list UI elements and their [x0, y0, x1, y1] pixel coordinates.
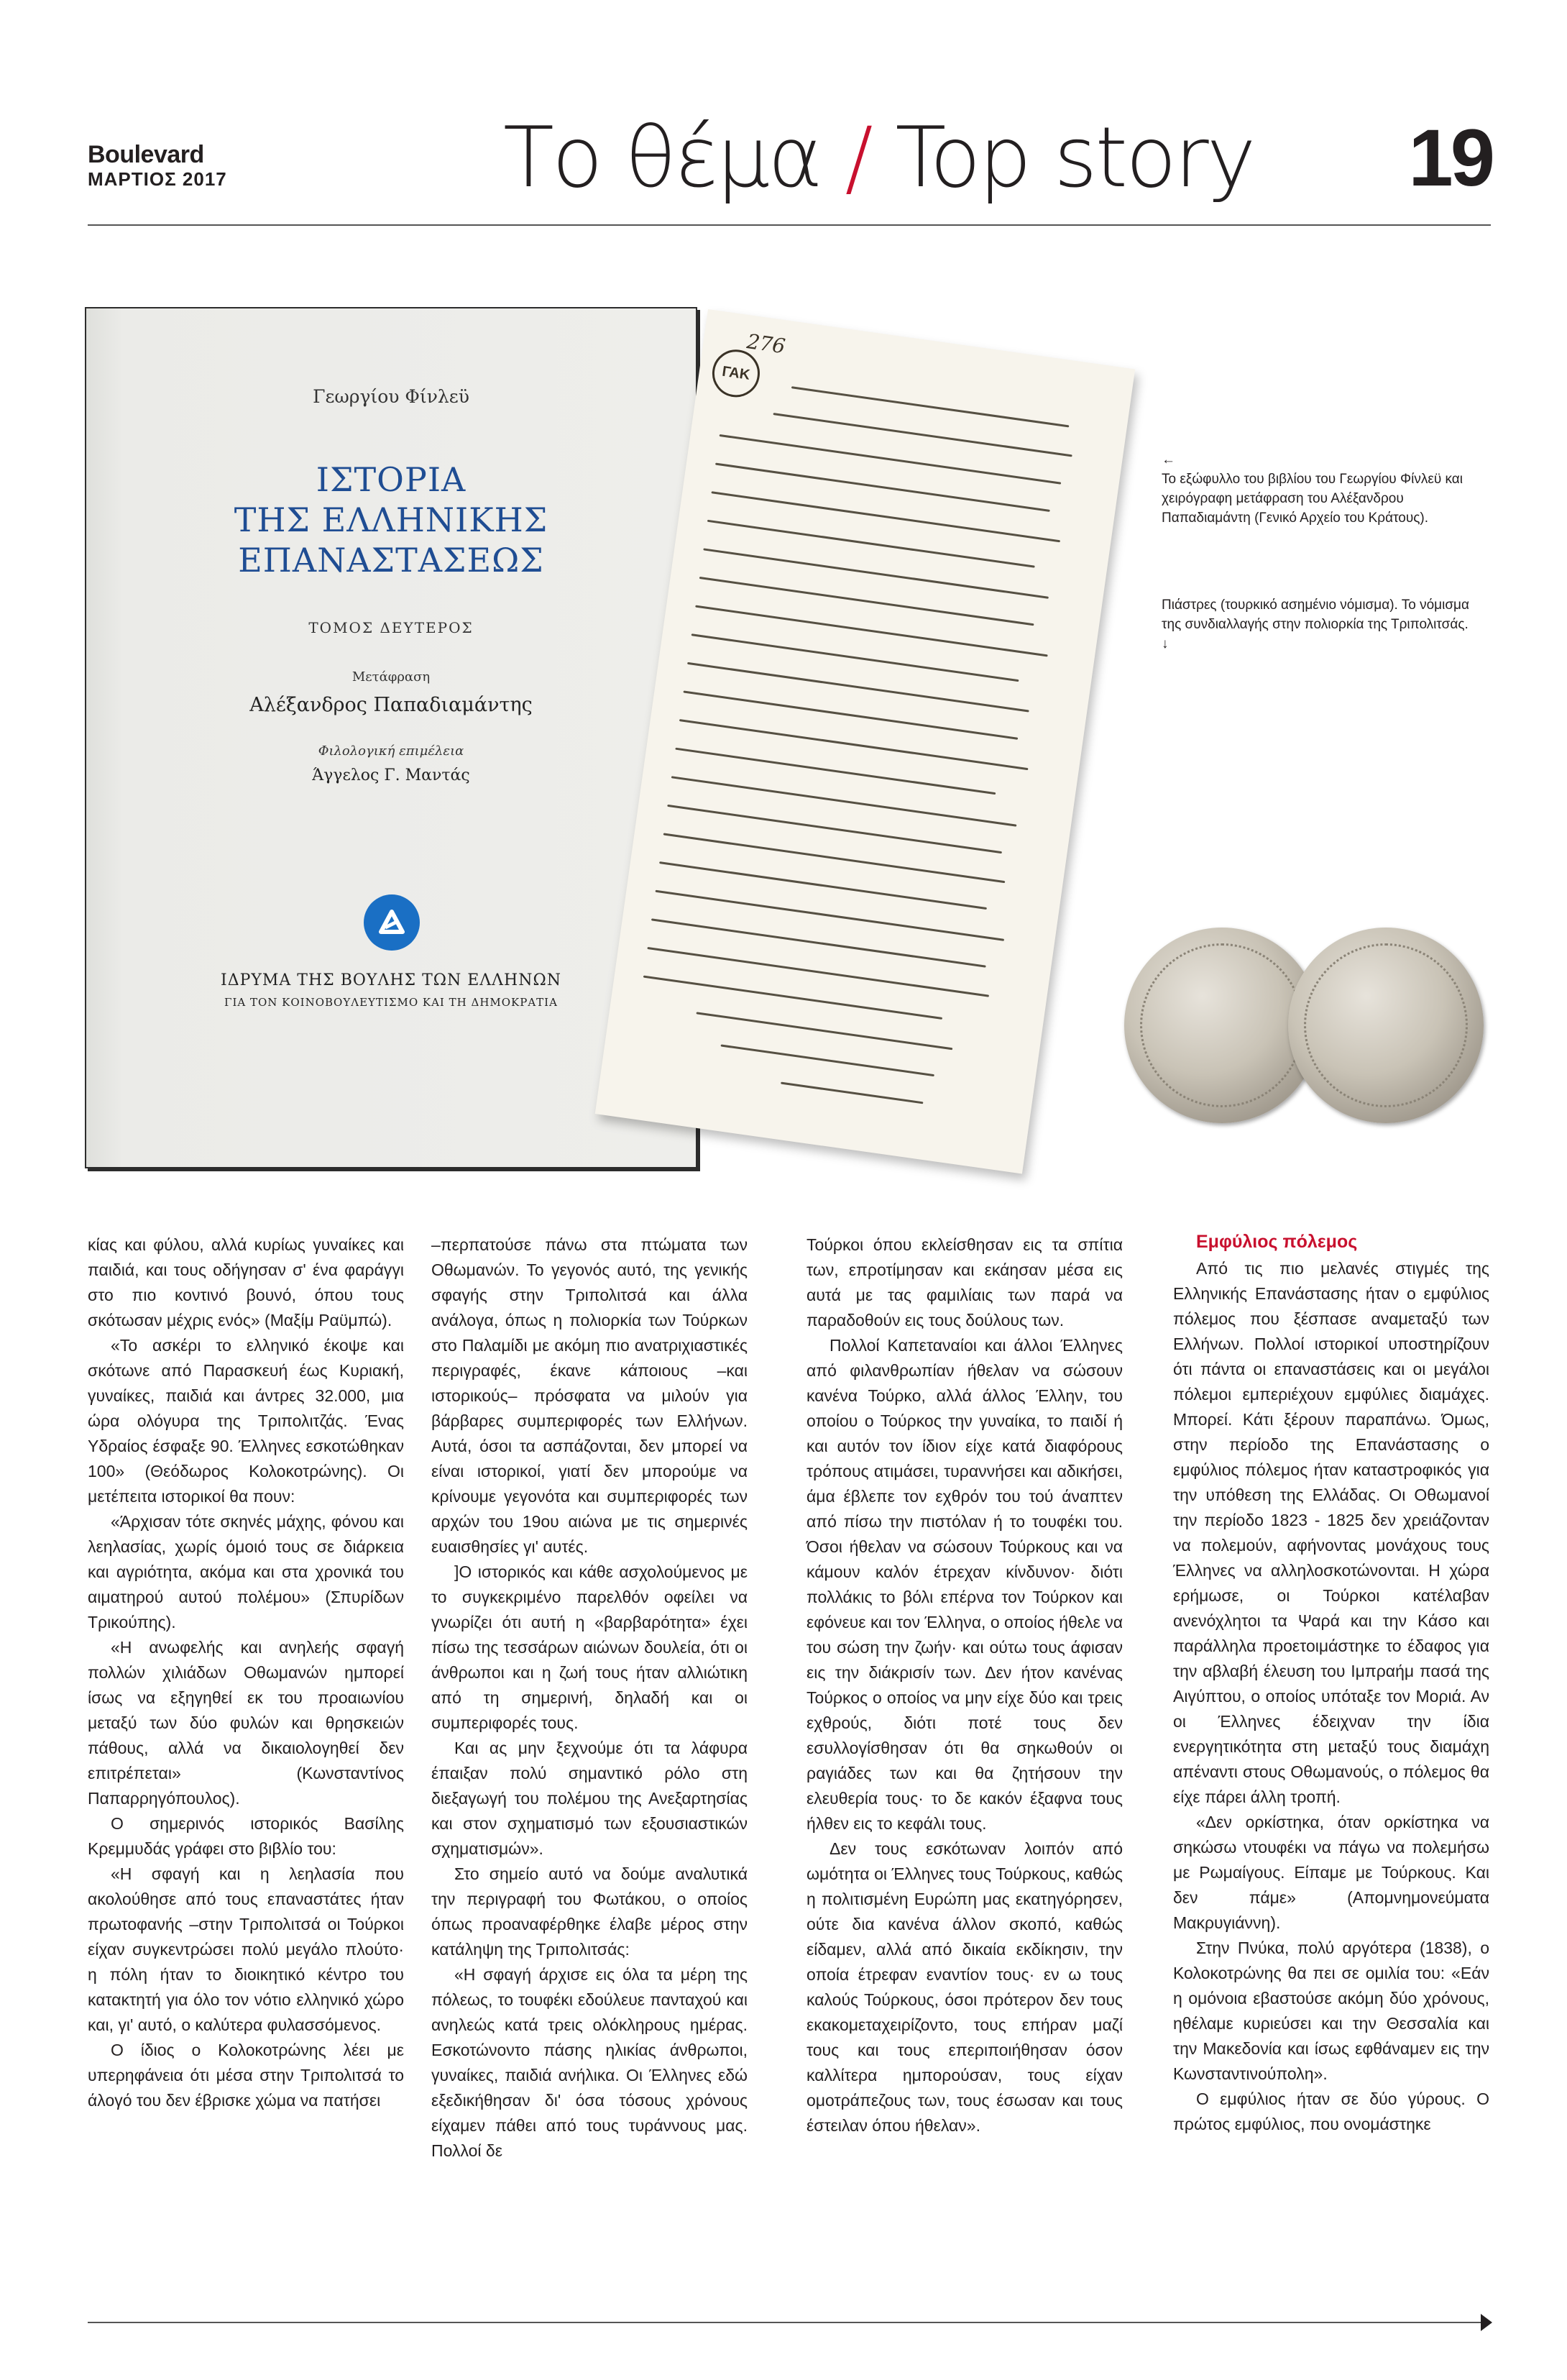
handwriting-line [679, 719, 1029, 770]
paragraph: «Δεν ορκίστηκα, όταν ορκίστηκα να σηκώσω ντουφέκι να πάγω να πολεμήσω με Ρωμαίγους. Είπαμε με Τούρκους. Και δεν πάμε» (Απομνημονεύματα Μακρυγιάννη). [1173, 1813, 1489, 1932]
book-translator: Αλέξανδρος Παπαδιαμάντης [249, 694, 533, 716]
paragraph: Τούρκοι όπου εκλείσθησαν εις τα σπίτια των, επροτίμησαν και εκάησαν μέσα εις αυτά με τας φαμιλίαις των παρά να παραδοθούν εις τους δούλους των. [807, 1235, 1123, 1329]
text-column-3 [807, 1232, 1123, 2138]
handwriting-line [699, 577, 1034, 626]
book-author: Γεωργίου Φίνλεϋ [313, 386, 469, 407]
handwriting-line [715, 463, 1050, 512]
handwriting-line [707, 520, 1035, 568]
handwriting-line [711, 491, 1060, 542]
handwriting-line [647, 947, 989, 997]
book-title-line: ΙΣΤΟΡΙΑ [316, 460, 467, 499]
paragraph: Στην Πνύκα, πολύ αργότερα (1838), ο Κολοκοτρώνης θα πει σε ομιλία του: «Εάν η ομόνοια εβαστούσε ακόμη δύο χρόνους, ηθέλαμε κυριεύσει και την Θεσσαλία και την Μακεδονία και ίσως εφθάναμεν εις την Κωνσταντινούπολη». [1173, 1939, 1489, 2083]
paragraph: «Η σφαγή άρχισε εις όλα τα μέρη της πόλεως, το τουφέκι εδούλευε πανταχού και ανηλεώς κατά τρεις ολόκληρους ημέρας. Εσκοτώνοντο πάσης ηλικίας άνθρωποι, γυναίκες, παιδιά ανήλικα. Οι Έλληνες εδώ εξεδικήθησαν δι' όσα τόσους χρόνους είχαμεν πάθει από τους τυράννους μας. Πολλοί δε [431, 1965, 748, 2160]
handwriting-line [667, 805, 1002, 853]
issue-date: ΜΑΡΤΙΟΣ 2017 [88, 168, 227, 190]
translation-label: Μετάφραση [351, 669, 431, 685]
handwriting-line [720, 434, 1062, 485]
book-title-line: ΕΠΑΝΑΣΤΑΣΕΩΣ [238, 541, 544, 580]
paragraph: «Άρχισαν τότε σκηνές μάχης, φόνου και λεηλασίας, χωρίς όμοιό τους σε διάρκεια και αγριότητα, ακόμα και στα χρονικά του αιματηρού αυτού πολέμου» (Σπυρίδων Τρικούπης). [88, 1512, 404, 1631]
handwriting-line [651, 918, 986, 967]
paragraph: Από τις πιο μελανές στιγμές της Ελληνικής Επανάστασης ήταν ο εμφύλιος πόλεμος που ξέσπασε αναμεταξύ των Ελλήνων. Πολλοί ιστορικοί υποστηρίζουν ότι πάντα οι επαναστάσεις και οι μεγάλοι πόλεμοι εμπεριέχουν εμφύλιες διαμάχες. Μπορεί. Κάτι ξέρουν παραπάνω. Όμως, στην περίοδο της Επανάστασης ο εμφύλιος πόλεμος ήταν καταστροφικός για την υπόθεση της Ελλάδας. Οι Οθωμανοί την περίοδο 1823 - 1825 δεν χρειάζονταν να πολεμούν, αφήνοντας μονάχους τους Έλληνες να αλληλοσκοτώνονται. Η χώρα ερήμωσε, οι Τούρκοι κατέλαβαν ανενόχλητοι τα Ψαρά και την Κάσο και παράλληλα προετοιμάστηκε το έδαφος για την αβλαβή έλευση του Ιμπραήμ πασά της Αιγύπτου, ο οποίος υπόταξε τον Μοριά. Αν οι Έλληνες έδειχναν την ίδια ενεργητικότητα στη μεταξύ τους διαμάχη απέναντι στους Οθωμανούς, ο πόλεμος θα είχε πάρει άλλη τροπή. [1173, 1259, 1489, 1806]
coin-border [1140, 943, 1304, 1107]
book-title-line: ΤΗΣ ΕΛΛΗΝΙΚΗΣ [234, 500, 548, 539]
paragraph: Ο σημερινός ιστορικός Βασίλης Κρεμμυδάς γράφει στο βιβλίο του: [88, 1814, 404, 1858]
page-number: 19 [1408, 113, 1492, 203]
handwriting-line [675, 748, 996, 795]
section-title-slash: / [845, 109, 871, 206]
manuscript-page-number: 276 [745, 329, 787, 359]
header-rule [88, 224, 1491, 226]
paragraph: Δεν τους εσκότωναν λοιπόν από ωμότητα οι Έλληνες τους Τούρκους, καθώς η πολιτισμένη Ευρώπη μας εκατηγόρησεν, ούτε δια κανένα άλλον σκοπό, καθώς είδαμεν, αλλά από δικαία εκδίκησιν, την οποία έτρεφαν εναντίον τους· εν ω τους καλούς Τούρκους, όσοι πρότερον δεν τους εκακομεταχειρίζοντο, τους επήραν μαζί τους και τους επεριποιήθησαν όσον καλλίτερα ημπορούσαν, τους είχαν ομοτράπεζους των, τους έσωσαν και τους έστειλαν όπου ήθελαν». [807, 1839, 1123, 2135]
continue-arrow-icon [1481, 2314, 1492, 2331]
handwriting-line [781, 1082, 923, 1104]
text-column-1 [88, 1232, 404, 2113]
section-title [503, 111, 1254, 205]
archive-stamp: ΓΑΚ [709, 347, 763, 401]
handwriting-line [696, 1012, 952, 1050]
paragraph: ]Ο ιστορικός και κάθε ασχολούμενος με το συγκεκριμένο παρελθόν οφείλει να γνωρίζει ότι αυτή η «βαρβαρότητα» έχει πίσω της τεσσάρων αιώνων δουλεία, ότι οι άνθρωποι και η ζωή τους ήταν αλλιώτικη από τη σημερινή, δηλαδή και οι συμπεριφορές τους. [431, 1562, 748, 1732]
caption-book-manuscript [1162, 450, 1471, 528]
brand-logo: Boulevard [88, 141, 204, 168]
paragraph: «Η ανωφελής και ανηλεής σφαγή πολλών χιλιάδων Οθωμανών ημπορεί ίσως να εξηγηθεί εκ του προαιωνίου μεταξύ των δύο φυλών και θρησκειών πάθους, αλλά να δικαιολογηθεί δεν επιτρέπεται» (Κωνσταντίνος Παπαρρηγόπουλος). [88, 1638, 404, 1808]
paragraph: Στο σημείο αυτό να δούμε αναλυτικά την περιγραφή του Φωτάκου, ο οποίος όπως προαναφέρθηκε έλαβε μέρος στην κατάληψη της Τριπολιτσάς: [431, 1864, 748, 1959]
handwriting-line [687, 662, 1029, 713]
handwriting-line [659, 861, 987, 910]
paragraph: Ο εμφύλιος ήταν σε δύο γύρους. Ο πρώτος εμφύλιος, που ονομάστηκε [1173, 2090, 1489, 2133]
paragraph: «Το ασκέρι το ελληνικό έκοψε και σκότωνε από Παρασκευή έως Κυριακή, γυναίκες, παιδιά και άντρες 32.000, μια ώρα ολόγυρα της Τριπολιτζάς. Ένας Υδραίος έσφαξε 90. Έλληνες εσκοτώθηκαν 100» (Θεόδωρος Κολοκοτρώνης). Οι μετέπειτα ιστορικοί θα πουν: [88, 1336, 404, 1506]
coin-border [1304, 943, 1468, 1107]
handwriting-line [663, 833, 1006, 883]
arrow-left-icon: ← [1162, 452, 1175, 467]
book-title [86, 459, 696, 580]
paragraph: κίας και φύλου, αλλά κυρίως γυναίκες και παιδιά, και τους οδήγησαν σ' ένα φαράγγι στο πιο κοντινό βουνό, όπου τους σκότωσαν μέχρις ενός» (Μαξίμ Ραϋμπώ). [88, 1235, 404, 1329]
caption-coins [1162, 595, 1471, 654]
handwriting-line [683, 690, 1018, 739]
publisher-logo-icon [364, 894, 420, 951]
handwriting-line [671, 776, 1017, 826]
handwriting-line [703, 548, 1049, 598]
handwriting-line [655, 890, 1004, 941]
publisher-name: ΙΔΡΥΜΑ ΤΗΣ ΒΟΥΛΗΣ ΤΩΝ ΕΛΛΗΝΩΝ [221, 971, 561, 989]
handwriting-line [691, 633, 1019, 682]
caption-text: Πιάστρες (τουρκικό ασημένιο νόμισμα). Το νόμισμα της συνδιαλλαγής στην πολιορκία της Τριπολιτσάς. [1162, 598, 1469, 632]
handwriting-line [695, 605, 1048, 657]
paragraph: «Η σφαγή και η λεηλασία που ακολούθησε από τους επαναστάτες ήταν πρωτοφανής –στην Τριπολιτσά οι Τούρκοι είχαν συγκεντρώσει πολύ μεγάλο πλούτο· η πόλη ήταν το διοικητικό κέντρο του κατακτητή για όλο τον νότιο ελληνικό χώρο και, γι' αυτό, ο καλύτερα φυλασσόμενος. [88, 1864, 404, 2034]
paragraph: Πολλοί Καπεταναίοι και άλλοι Έλληνες από φιλανθρωπίαν ήθελαν να σώσουν κανένα Τούρκο, αλλά άλλος Έλλην, του οποίου ο Τούρκος την γυναίκα, το παιδί ή και αυτόν τον ίδιον είχε κατά διαφόρους τρόπους ατιμάσει, τυραννήσει και αδικήσει, άμα έβλεπε τον εχθρόν του τού άναπτεν από πίσω την πιστόλαν ή το τουφέκι του. Όσοι ήθελαν να σώσουν Τούρκους και να κάμουν καλόν έτρεχαν κίνδυνον· διότι πολλάκις το βόλι επέρνα τον Τούρκον και εφόνευε και τον Έλληνα, ο οποίος ήθελε να του σώση την ζωήν· και ούτω τους άφισαν εις την διάκρισίν των. Δεν ήτον κανένας Τούρκος ο οποίος να μην είχε δύο και τρεις εχθρούς, διότι ποτέ τους δεν εσυλλογίσθησαν ότι θα σηκωθούν οι ραγιάδες των και θα ζητήσουν την ελευθερία τους· το δε κακόν έξαφνα τους ήλθεν εις το κεφάλι τους. [807, 1336, 1123, 1833]
publisher-subtitle: ΓΙΑ ΤΟΝ ΚΟΙΝΟΒΟΥΛΕΥΤΙΣΜΟ ΚΑΙ ΤΗ ΔΗΜΟΚΡΑΤΙΑ [224, 996, 558, 1009]
text-column-2 [431, 1232, 748, 2164]
book-editor: Άγγελος Γ. Μαντάς [312, 766, 470, 784]
footer-rule [88, 2322, 1482, 2323]
paragraph: Ο ίδιος ο Κολοκοτρώνης λέει με υπερηφάνεια ότι μέσα στην Τριπολιτσά το άλογό του δεν έβρισκε χώμα να πατήσει [88, 2041, 404, 2110]
paragraph: –περπατούσε πάνω στα πτώματα των Οθωμανών. Το γεγονός αυτό, της γενικής σφαγής στην Τριπολιτσά και άλλα ανάλογα, όπως η πολιορκία των Τούρκων στο Παλαμίδι με ακόμη πιο ανατριχιαστικές περιγραφές, έκανε κάποιους –και ιστορικούς– πρόσφατα να μιλούν για βάρβαρες συμπεριφορές των Ελλήνων. Αυτά, όσοι τα ασπάζονται, δεν μπορεί να είναι ιστορικοί, γιατί δεν μπορούμε να κρίνουμε γεγονότα και συμπεριφορές των αρχών του 19ου αιώνα με τις σημερινές ευαισθησίες γι' αυτές. [431, 1235, 748, 1556]
coin-reverse-image [1288, 928, 1484, 1123]
section-title-greek: Το θέμα [503, 109, 821, 206]
subheading: Εμφύλιος πόλεμος [1196, 1232, 1358, 1252]
paragraph: Και ας μην ξεχνούμε ότι τα λάφυρα έπαιξαν πολύ σημαντικό ρόλο στη διεξαγωγή του πολέμου της Ανεξαρτησίας και στον σχηματισμό των εξουσιαστικών σχηματισμών». [431, 1739, 748, 1858]
editing-label: Φιλολογική επιμέλεια [318, 743, 464, 759]
arrow-down-icon: ↓ [1162, 636, 1169, 651]
caption-text: Το εξώφυλλο του βιβλίου του Γεωργίου Φίνλεϋ και χειρόγραφη μετάφραση του Αλέξανδρου Παπαδιαμάντη (Γενικό Αρχείο του Κράτους). [1162, 472, 1463, 526]
section-title-english: Top story [895, 109, 1254, 206]
handwriting-line [720, 1044, 934, 1076]
book-volume: ΤΟΜΟΣ ΔΕΥΤΕΡΟΣ [308, 619, 474, 636]
text-column-4 [1173, 1230, 1489, 2137]
